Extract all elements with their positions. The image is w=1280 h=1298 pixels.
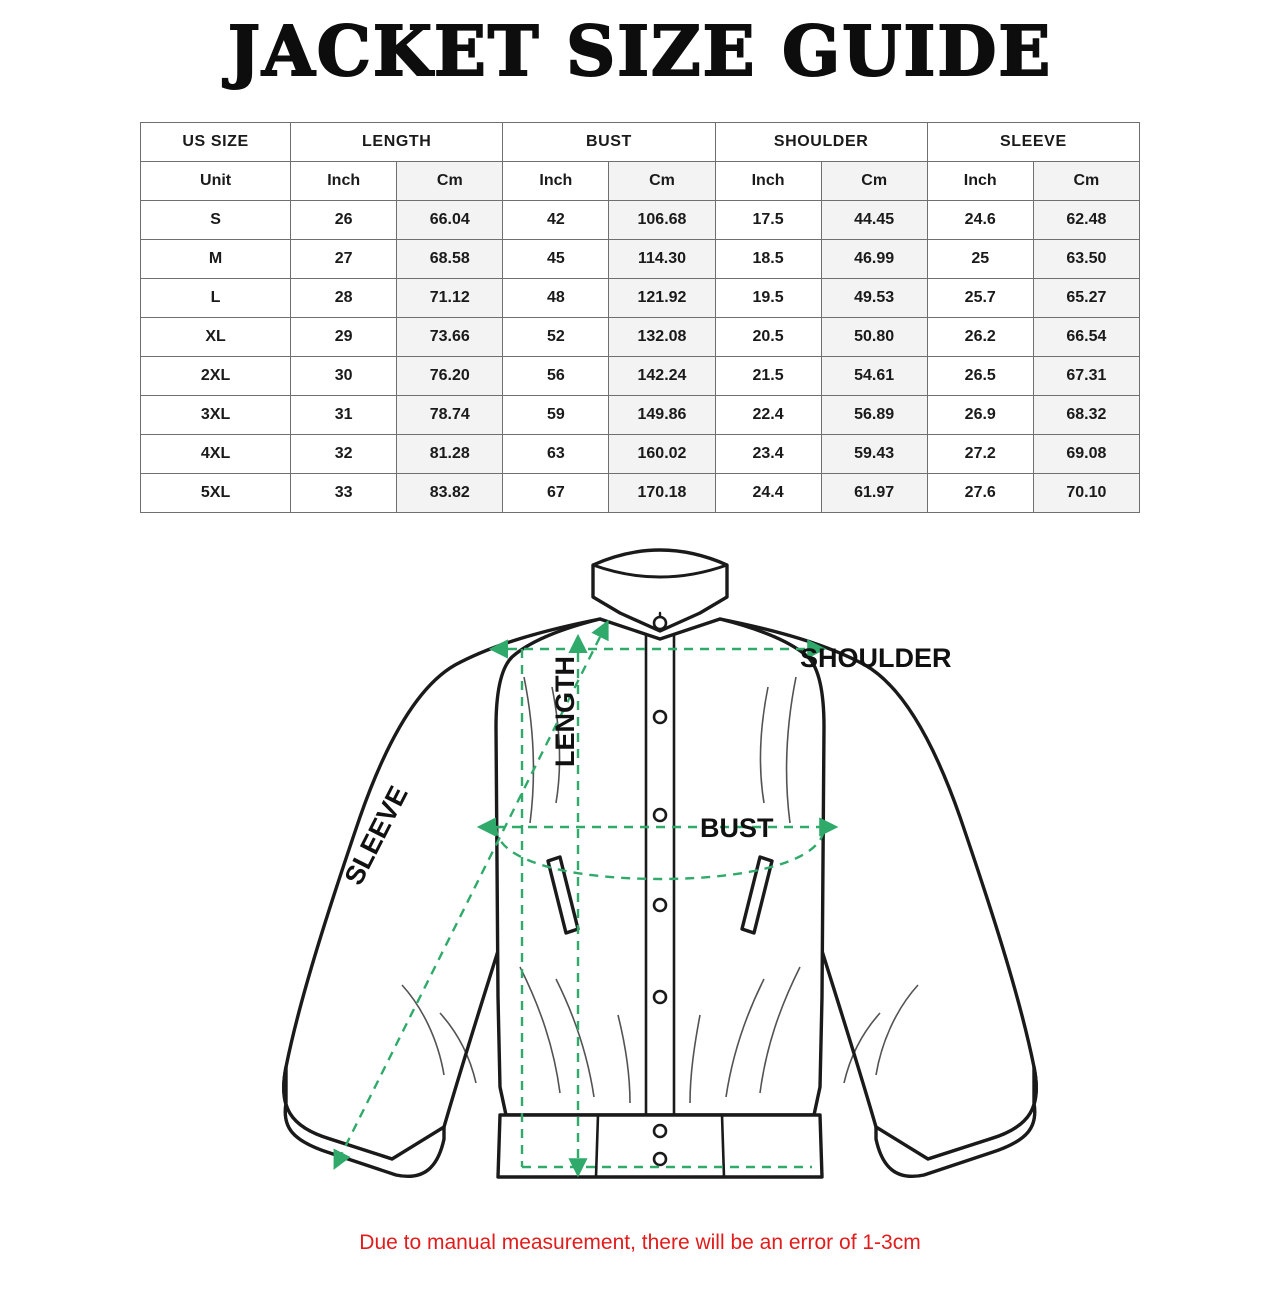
jacket-diagram — [0, 527, 1280, 1227]
cell-shoulder-cm: 61.97 — [821, 474, 927, 513]
cell-sleeve-cm: 68.32 — [1033, 396, 1139, 435]
cell-length-inch: 27 — [291, 240, 397, 279]
cell-bust-cm: 114.30 — [609, 240, 715, 279]
cell-length-inch: 32 — [291, 435, 397, 474]
cell-size: S — [141, 201, 291, 240]
cell-sleeve-inch: 26.9 — [927, 396, 1033, 435]
cell-sleeve-inch: 25.7 — [927, 279, 1033, 318]
cell-size: M — [141, 240, 291, 279]
unit-shoulder-cm: Cm — [821, 162, 927, 201]
cell-size: 2XL — [141, 357, 291, 396]
cell-sleeve-inch: 26.5 — [927, 357, 1033, 396]
cell-shoulder-cm: 59.43 — [821, 435, 927, 474]
label-length: LENGTH — [550, 656, 580, 767]
cell-shoulder-cm: 50.80 — [821, 318, 927, 357]
cell-sleeve-inch: 27.2 — [927, 435, 1033, 474]
cell-length-cm: 78.74 — [397, 396, 503, 435]
cell-sleeve-inch: 26.2 — [927, 318, 1033, 357]
group-header-sleeve: SLEEVE — [927, 123, 1139, 162]
cell-sleeve-cm: 62.48 — [1033, 201, 1139, 240]
cell-shoulder-inch: 19.5 — [715, 279, 821, 318]
cell-bust-cm: 170.18 — [609, 474, 715, 513]
cell-bust-cm: 149.86 — [609, 396, 715, 435]
cell-bust-cm: 121.92 — [609, 279, 715, 318]
unit-sleeve-cm: Cm — [1033, 162, 1139, 201]
cell-bust-inch: 63 — [503, 435, 609, 474]
cell-sleeve-cm: 63.50 — [1033, 240, 1139, 279]
cell-length-inch: 31 — [291, 396, 397, 435]
table-row — [141, 474, 1140, 513]
unit-bust-cm: Cm — [609, 162, 715, 201]
table-row — [141, 435, 1140, 474]
cell-shoulder-inch: 21.5 — [715, 357, 821, 396]
measurement-note: Due to manual measurement, there will be an error of 1-3cm — [359, 1231, 921, 1254]
label-shoulder: SHOULDER — [800, 643, 952, 673]
cell-sleeve-cm: 67.31 — [1033, 357, 1139, 396]
unit-length-inch: Inch — [291, 162, 397, 201]
cell-shoulder-inch: 22.4 — [715, 396, 821, 435]
cell-size: 5XL — [141, 474, 291, 513]
cell-shoulder-inch: 24.4 — [715, 474, 821, 513]
cell-sleeve-cm: 66.54 — [1033, 318, 1139, 357]
page-title: JACKET SIZE GUIDE — [227, 12, 1053, 92]
cell-bust-cm: 142.24 — [609, 357, 715, 396]
group-header-shoulder: SHOULDER — [715, 123, 927, 162]
cell-length-cm: 66.04 — [397, 201, 503, 240]
cell-size: XL — [141, 318, 291, 357]
cell-bust-inch: 59 — [503, 396, 609, 435]
cell-bust-inch: 52 — [503, 318, 609, 357]
table-row — [141, 396, 1140, 435]
table-row — [141, 240, 1140, 279]
unit-shoulder-inch: Inch — [715, 162, 821, 201]
cell-length-inch: 29 — [291, 318, 397, 357]
cell-sleeve-inch: 24.6 — [927, 201, 1033, 240]
size-table — [140, 122, 1140, 513]
cell-bust-cm: 160.02 — [609, 435, 715, 474]
cell-bust-cm: 106.68 — [609, 201, 715, 240]
cell-length-inch: 28 — [291, 279, 397, 318]
cell-sleeve-cm: 65.27 — [1033, 279, 1139, 318]
cell-size: 4XL — [141, 435, 291, 474]
cell-length-cm: 81.28 — [397, 435, 503, 474]
size-table-container — [140, 122, 1140, 513]
cell-length-inch: 26 — [291, 201, 397, 240]
cell-shoulder-cm: 49.53 — [821, 279, 927, 318]
unit-length-cm: Cm — [397, 162, 503, 201]
unit-bust-inch: Inch — [503, 162, 609, 201]
group-header-us-size: US SIZE — [141, 123, 291, 162]
cell-length-cm: 73.66 — [397, 318, 503, 357]
cell-shoulder-cm: 44.45 — [821, 201, 927, 240]
cell-size: 3XL — [141, 396, 291, 435]
cell-length-inch: 30 — [291, 357, 397, 396]
table-row — [141, 318, 1140, 357]
cell-shoulder-inch: 17.5 — [715, 201, 821, 240]
cell-shoulder-cm: 54.61 — [821, 357, 927, 396]
cell-shoulder-inch: 20.5 — [715, 318, 821, 357]
cell-shoulder-inch: 23.4 — [715, 435, 821, 474]
cell-shoulder-cm: 56.89 — [821, 396, 927, 435]
cell-shoulder-cm: 46.99 — [821, 240, 927, 279]
cell-sleeve-cm: 69.08 — [1033, 435, 1139, 474]
table-row — [141, 201, 1140, 240]
cell-length-cm: 71.12 — [397, 279, 503, 318]
table-unit-row — [141, 162, 1140, 201]
cell-length-inch: 33 — [291, 474, 397, 513]
group-header-bust: BUST — [503, 123, 715, 162]
cell-bust-inch: 67 — [503, 474, 609, 513]
cell-length-cm: 76.20 — [397, 357, 503, 396]
jacket-diagram-svg — [0, 527, 1280, 1227]
cell-bust-inch: 45 — [503, 240, 609, 279]
table-row — [141, 279, 1140, 318]
label-bust: BUST — [700, 813, 774, 843]
cell-shoulder-inch: 18.5 — [715, 240, 821, 279]
cell-sleeve-inch: 25 — [927, 240, 1033, 279]
cell-bust-inch: 56 — [503, 357, 609, 396]
cell-length-cm: 68.58 — [397, 240, 503, 279]
cell-bust-inch: 42 — [503, 201, 609, 240]
cell-bust-cm: 132.08 — [609, 318, 715, 357]
table-group-header-row — [141, 123, 1140, 162]
unit-label: Unit — [141, 162, 291, 201]
cell-sleeve-inch: 27.6 — [927, 474, 1033, 513]
group-header-length: LENGTH — [291, 123, 503, 162]
table-row — [141, 357, 1140, 396]
label-sleeve: SLEEVE — [338, 781, 414, 890]
cell-size: L — [141, 279, 291, 318]
cell-bust-inch: 48 — [503, 279, 609, 318]
cell-sleeve-cm: 70.10 — [1033, 474, 1139, 513]
cell-length-cm: 83.82 — [397, 474, 503, 513]
unit-sleeve-inch: Inch — [927, 162, 1033, 201]
